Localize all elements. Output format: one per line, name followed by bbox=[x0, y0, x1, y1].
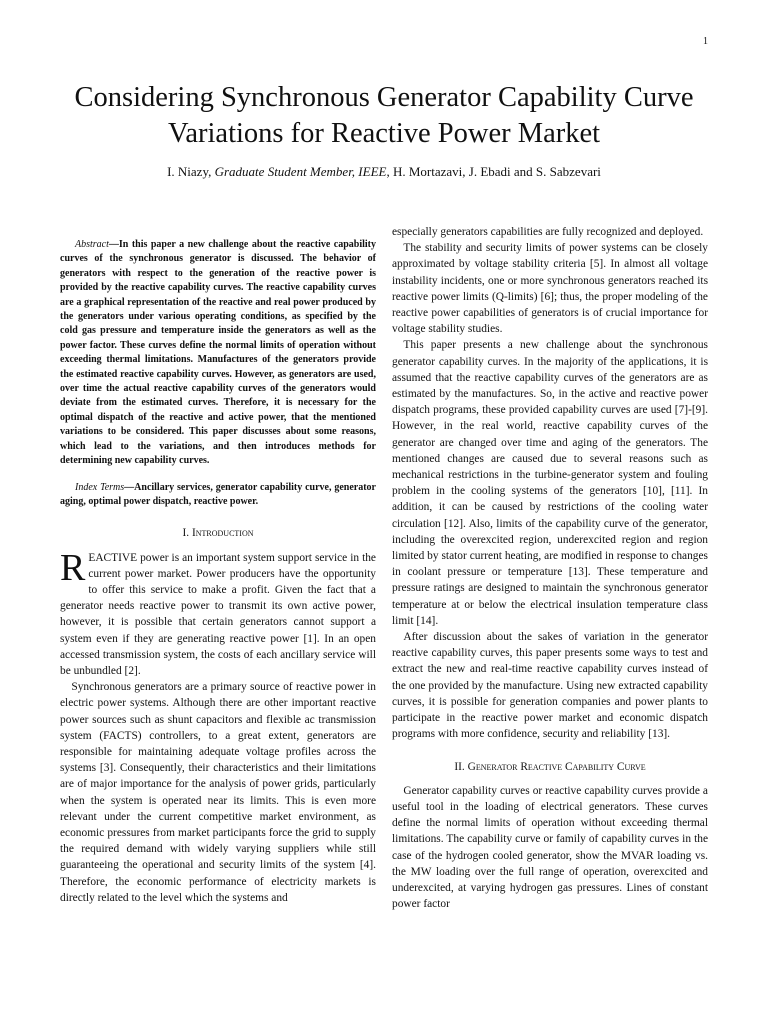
capability-curve-paragraph: Generator capability curves or reactive capability curves provide a useful tool in the loading of electrical generators. These curves define the normal limits of operation without exceeding thermal limitations. The capability curve or family of capability curves in the case of the hydrogen cooled generator, show the MVAR loading vs. the MW loading over the full range of operation, overexcited and underexcited, at varying hydrogen gas pressures. Lines of constant power factor bbox=[392, 784, 708, 911]
intro-paragraph-2: Synchronous generators are a primary source of reactive power in electric power systems. Although there are other important reactive power sources such as shunt capacitors and flexible ac transmission system (FACTS) controllers, to a great extent, generators are responsible for maintaining adequate voltage profiles across the systems [3]. Consequently, their characteristics and their limitations are of major importance for the analysis of power grids, particularly when the system is operated near its limits. This is even more relevant under the current competitive market environment, as economic pressures from market participants force the grid to supply the required demand with widely varying suppliers while still guaranteeing the operational and security limits of the system [4]. Therefore, the economic performance of electricity markets is directly related to the level which the systems and bbox=[60, 681, 376, 904]
intro-paragraph-1-text: EACTIVE power is an important system support service in the current power market. Power producers have the opportunity to offer this service to make a profit. Given the fact that a generator needs reactive power to transmit its own active power, however, it is possible that certain generators cannot support a system even if they are generating reactive power [1]. In an open accessed transmission system, the costs of each ancillary service will be unbundled [2]. bbox=[60, 551, 376, 677]
paper-title: Considering Synchronous Generator Capability Curve Variations for Reactive Power Market bbox=[74, 82, 694, 149]
page-number: 1 bbox=[703, 36, 708, 47]
right-column bbox=[392, 224, 708, 912]
index-terms bbox=[60, 481, 376, 510]
right-paragraph-continued: especially generators capabilities are fully recognized and deployed. bbox=[392, 226, 704, 238]
abstract-text: —In this paper a new challenge about the reactive capability curves of the synchronous generator is discussed. The behavior of generators with respect to the generation of the reactive power is provided by the reactive capability curves. The reactive capability curves are a graphical representation of the reactive and real power produced by the generators under various operating conditions, as specified by the cold gas pressure and temperature inside the generators as well as the power factor. These curves define the normal limits of operation without exceeding thermal limitations. Manufactures of the generators provide the estimated reactive capability curves. However, as generators are used, over time the actual reactive capability curves of the generators would deviate from the estimated curves. Therefore, it is necessary for the optimal dispatch of the reactive and active power, that the mentioned variations to be considered. This paper discusses about some reasons, which lead to the variations, and then introduces methods for determining new capability curves. bbox=[60, 239, 376, 467]
index-terms-label: Index Terms bbox=[75, 481, 125, 493]
author-others: , H. Mortazavi, J. Ebadi and S. Sabzevari bbox=[386, 164, 601, 179]
section-heading-capability-curve: II. Generator Reactive Capability Curve bbox=[454, 760, 646, 773]
right-paragraph-1: The stability and security limits of power systems can be closely approximated by voltage stability criteria [5]. In almost all voltage instability incidents, one or more synchronous generators reached its reactive power limits (Q-limits) [6]; thus, the proper modeling of the reactive power capabilities of generators is of crucial importance for voltage stability studies. bbox=[392, 242, 708, 336]
intro-paragraph-1 bbox=[60, 546, 376, 680]
author-role: Graduate Student Member, IEEE bbox=[214, 164, 387, 179]
right-paragraph-3: After discussion about the sakes of variation in the generator reactive capability curves, this paper presents some ways to test and extract the new and real-time reactive capability curves instead of the one provided by the manufacture. Using new extracted capability curves, it is possible for generation companies and power plants to participate in the reactive power market and economic dispatch programs with more confidence, security and reliability [13]. bbox=[392, 631, 708, 741]
author-primary: I. Niazy, bbox=[167, 164, 215, 179]
author-line bbox=[60, 164, 708, 180]
abstract-label: Abstract bbox=[75, 239, 109, 250]
drop-cap: R bbox=[60, 546, 86, 589]
left-column bbox=[60, 238, 376, 906]
index-terms-text: —Ancillary services, generator capability curve, generator aging, optimal power dispatch, reactive power. bbox=[60, 481, 376, 507]
abstract bbox=[60, 238, 376, 469]
right-paragraph-2: This paper presents a new challenge about the synchronous generator capability curves. In the majority of the applications, it is assumed that the reactive capability curves of the generators are as estimated by the manufactures. So, in the active and reactive power dispatch programs, these provided capability curves are used [7]-[9]. However, in the real world, reactive capability curves of the generator are changed over time and aging of the generators. The mentioned changes are caused due to several reasons such as mechanical restrictions in the turbine-generator system and fouling problem in the cooling systems of the generators [10], [11]. In addition, it can be caused by restrictions of the cooling water circulation [12]. Also, limits of the capability curve of the generator, including the overexcited region, underexcited region and region limited by stator current heating, are modified in response to changes in coolant pressure or temperature [13]. These temperature and pressure ratings are designed to maintain the synchronous generator temperature at or below the electrical insulation temperature class limit [14]. bbox=[392, 339, 708, 627]
section-heading-introduction: I. Introduction bbox=[182, 527, 254, 540]
